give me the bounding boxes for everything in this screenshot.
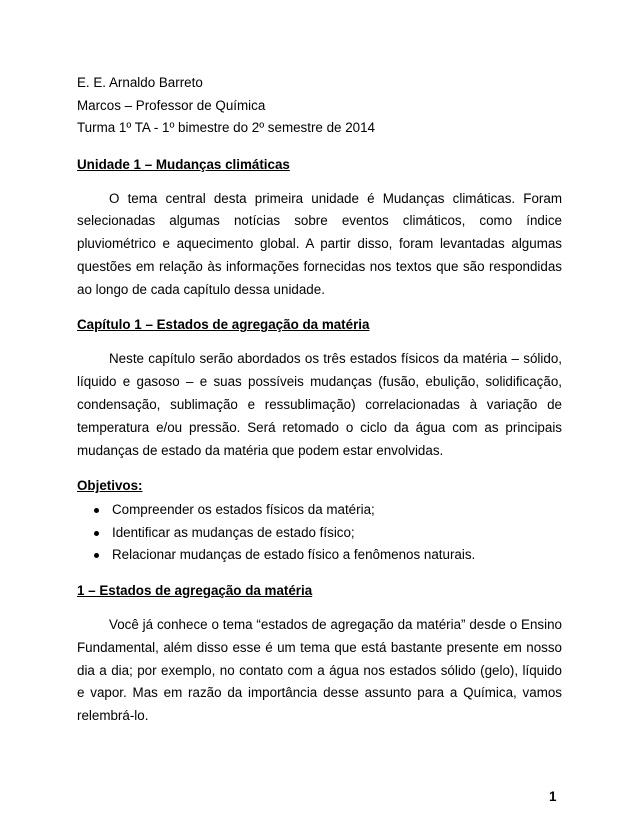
class-info: Turma 1º TA - 1º bimestre do 2º semestre de 2014 (77, 120, 375, 135)
bullet-icon (94, 531, 99, 536)
page-number: 1 (549, 789, 557, 804)
objective-text: Relacionar mudanças de estado físico a fenômenos naturais. (112, 547, 476, 563)
unit-title: Unidade 1 – Mudanças climáticas (77, 156, 290, 172)
bullet-icon (94, 508, 99, 513)
objective-text: Compreender os estados físicos da matéria; (112, 502, 375, 518)
objectives-list (77, 499, 562, 567)
unit-paragraph: O tema central desta primeira unidade é Mudanças climáticas. Foram selecionadas algumas notícias sobre eventos climáticos, como índice pluviométrico e aquecimento global. A partir disso, foram levantadas algumas questões em relação às informações fornecidas nos textos que são respondidas ao longo de cada capítulo dessa unidade. (77, 190, 562, 297)
chapter-paragraph: Neste capítulo serão abordados os três estados físicos da matéria – sólido, líquido e gasoso – e suas possíveis mudanças (fusão, ebulição, solidificação, condensação, sublimação e ressublimação) correlacionadas à variação de temperatura e/ou pressão. Será retomado o ciclo da água com as principais mudanças de estado da matéria que podem estar envolvidas. (77, 351, 562, 458)
section1-title: 1 – Estados de agregação da matéria (77, 582, 313, 598)
objective-text: Identificar as mudanças de estado físico; (112, 524, 355, 540)
teacher-name: Marcos – Professor de Química (77, 97, 266, 113)
bullet-icon (94, 553, 99, 558)
section1-paragraph: Você já conhece o tema “estados de agregação da matéria” desde o Ensino Fundamental, além disso esse é um tema que está bastante presente em nosso dia a dia; por exemplo, no contato com a água nos estados sólido (gelo), líquido e vapor. Mas em razão da importância desse assunto para a Química, vamos relembrá-lo. (77, 616, 562, 724)
school-name: E. E. Arnaldo Barreto (77, 75, 203, 90)
objective-item (77, 499, 562, 522)
document-page (77, 72, 562, 728)
objective-item (77, 522, 562, 545)
objective-item (77, 544, 562, 567)
objectives-title: Objetivos: (77, 478, 143, 494)
chapter-title: Capítulo 1 – Estados de agregação da matéria (77, 317, 370, 333)
